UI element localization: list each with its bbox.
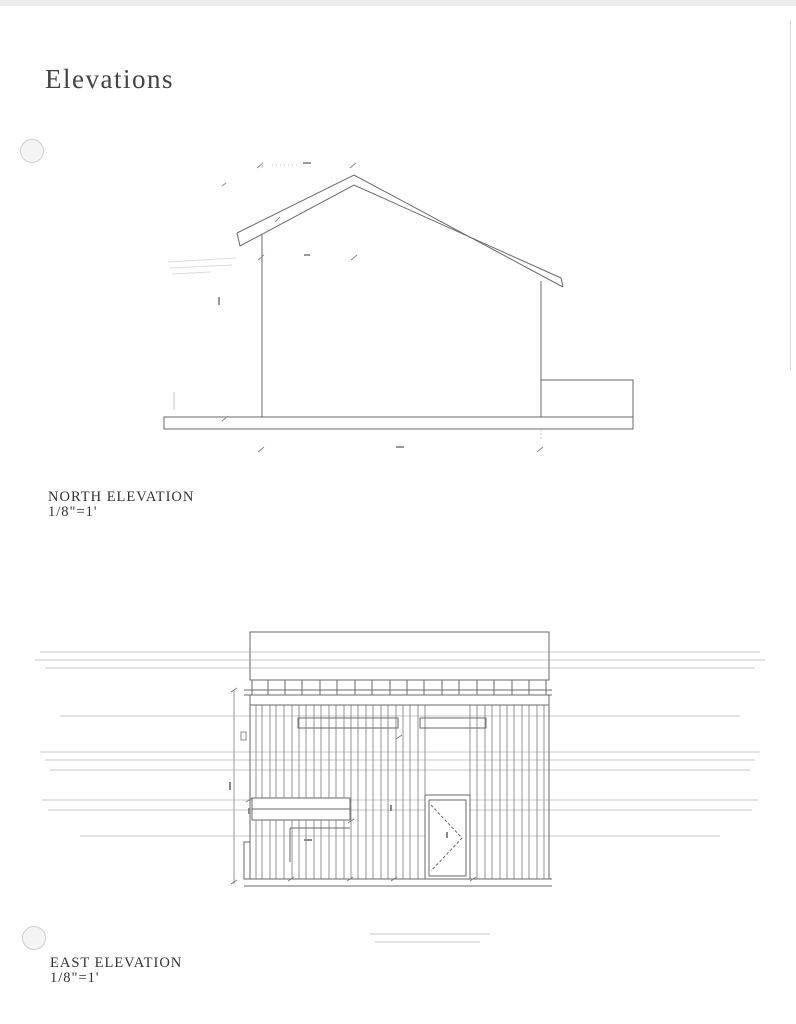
north-foundation [164, 417, 633, 429]
east-rafter-tails [252, 680, 546, 695]
north-smudges [168, 258, 236, 274]
east-elevation-scale: 1/8"=1' [50, 970, 100, 986]
north-tiny-dims [218, 162, 404, 448]
north-roof-inner [240, 185, 561, 278]
east-side-block [241, 732, 246, 740]
east-studs [256, 705, 544, 879]
north-dimension-lines [174, 162, 541, 440]
north-elevation-drawing [164, 162, 633, 452]
north-roof-outline [237, 175, 563, 287]
north-side-box [541, 380, 633, 417]
north-elevation-scale: 1/8"=1' [48, 504, 98, 520]
east-elevation-caption [50, 956, 182, 986]
north-elevation-label: NORTH ELEVATION [48, 489, 195, 505]
east-elevation-drawing [35, 632, 765, 942]
page-title: Elevations [45, 64, 174, 95]
east-wall-frame [250, 695, 549, 879]
east-side-post [244, 842, 250, 879]
north-roof-left-fascia [237, 233, 240, 246]
north-elevation-caption [48, 490, 194, 520]
east-elevation-label: EAST ELEVATION [50, 955, 183, 971]
east-window-opening [252, 798, 350, 862]
east-roof-block [250, 632, 549, 680]
north-dimension-ticks [222, 163, 543, 452]
